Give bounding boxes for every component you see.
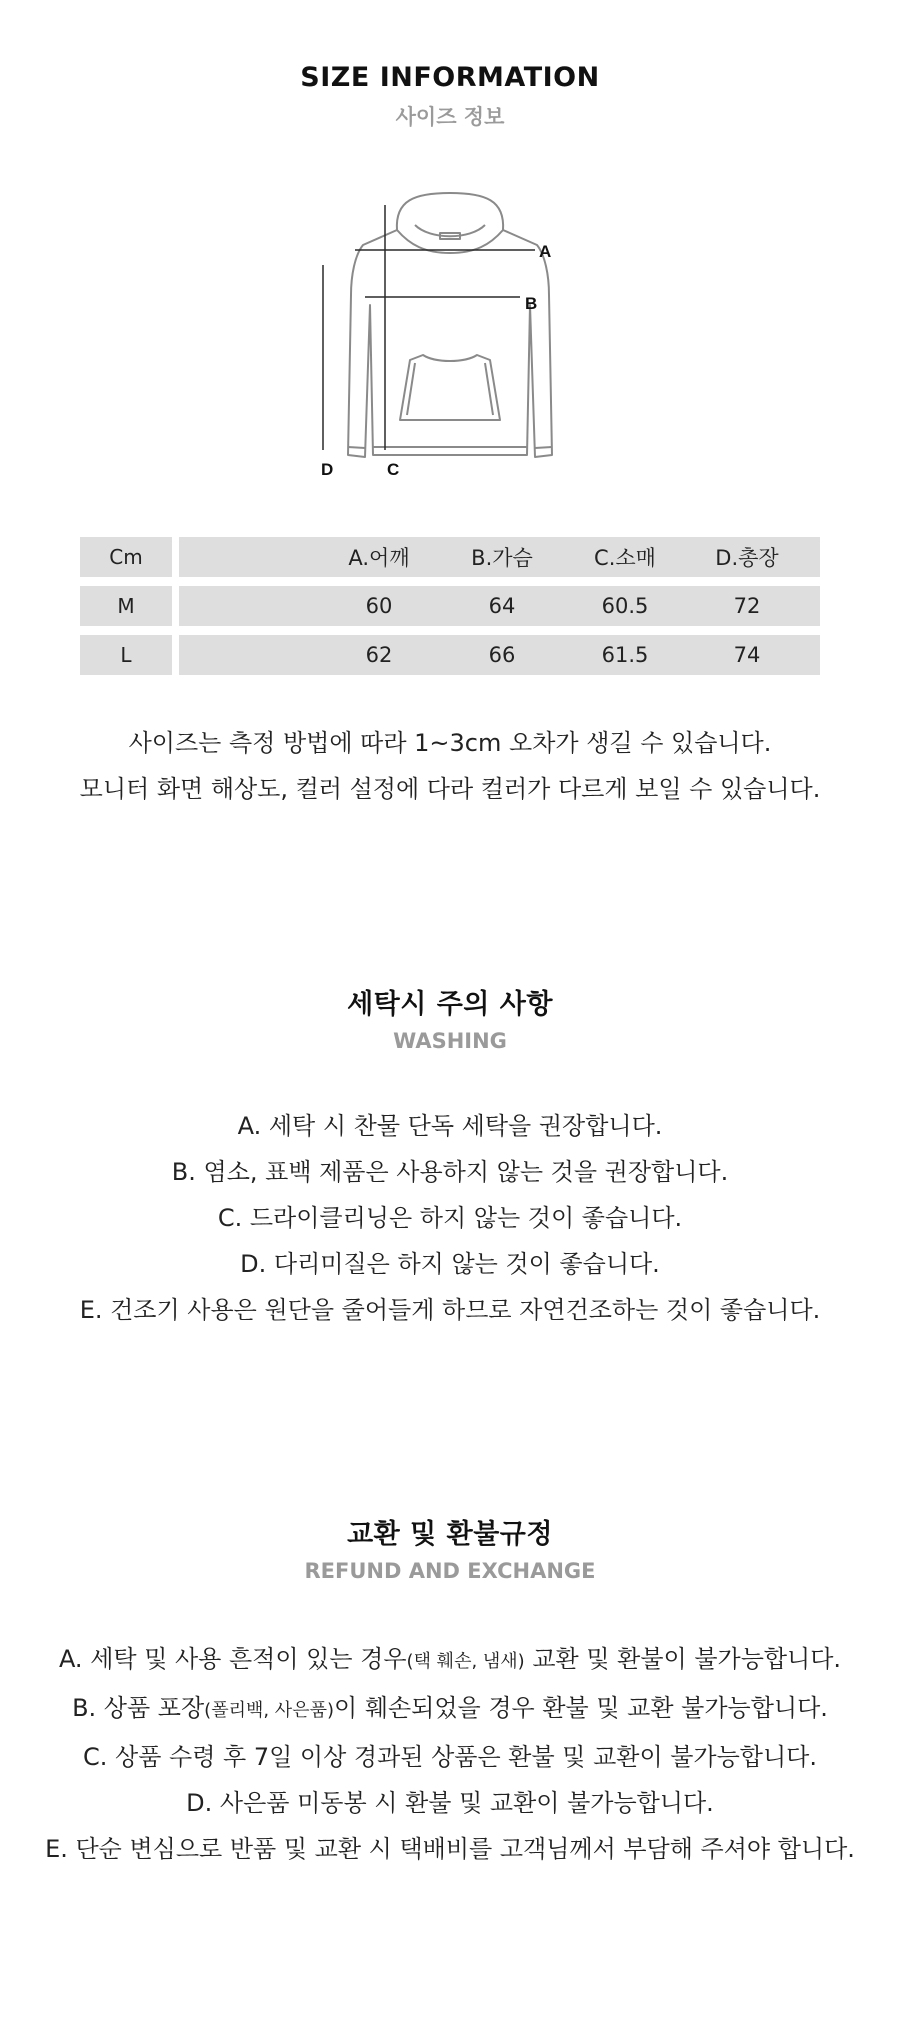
size-info-header	[0, 62, 900, 131]
label-b: B	[525, 294, 538, 313]
refund-item: E. 단순 변심으로 반품 및 교환 시 택배비를 고객님께서 부담해 주셔야 합니다.	[45, 1835, 855, 1863]
refund-subtitle: REFUND AND EXCHANGE	[304, 1559, 596, 1583]
washing-item: E. 건조기 사용은 원단을 줄어들게 하므로 자연건조하는 것이 좋습니다.	[79, 1296, 821, 1324]
size-table-header-row	[80, 537, 820, 577]
refund-list	[0, 1636, 900, 1872]
header-length: D.총장	[715, 546, 779, 570]
label-a: A	[539, 242, 552, 261]
value-shoulder: 60	[365, 594, 393, 618]
size-notes	[0, 720, 900, 812]
size-label: M	[80, 586, 172, 626]
header-chest: B.가슴	[471, 546, 533, 570]
value-length: 72	[733, 594, 761, 618]
refund-item: C. 상품 수령 후 7일 이상 경과된 상품은 환불 및 교환이 불가능합니다.	[83, 1743, 817, 1771]
washing-item: D. 다리미질은 하지 않는 것이 좋습니다.	[240, 1250, 660, 1278]
header-sleeve: C.소매	[594, 546, 656, 570]
value-chest: 66	[488, 643, 516, 667]
size-row-l	[80, 635, 820, 675]
refund-header	[0, 1512, 900, 1583]
refund-item: A. 세탁 및 사용 흔적이 있는 경우(택 훼손, 냄새) 교환 및 환불이 불가능합니다.	[58, 1645, 842, 1673]
value-shoulder: 62	[365, 643, 393, 667]
hoodie-measurement-diagram	[315, 185, 585, 485]
size-note: 사이즈는 측정 방법에 따라 1~3cm 오차가 생길 수 있습니다.	[128, 729, 772, 757]
size-label: L	[80, 635, 172, 675]
washing-title: 세탁시 주의 사항	[347, 989, 553, 1020]
size-row-m	[80, 586, 820, 626]
refund-item: B. 상품 포장(폴리백, 사은품)이 훼손되었을 경우 환불 및 교환 불가능합니다.	[72, 1694, 828, 1722]
refund-item: D. 사은품 미동봉 시 환불 및 교환이 불가능합니다.	[186, 1789, 714, 1817]
washing-item: A. 세탁 시 찬물 단독 세탁을 권장합니다.	[237, 1112, 663, 1140]
size-info-title: SIZE INFORMATION	[300, 62, 600, 93]
label-c: C	[387, 460, 400, 479]
size-note: 모니터 화면 해상도, 컬러 설정에 다라 컬러가 다르게 보일 수 있습니다.	[79, 775, 821, 803]
washing-item: C. 드라이클리닝은 하지 않는 것이 좋습니다.	[217, 1204, 683, 1232]
unit-cell: Cm	[80, 537, 172, 577]
label-d: D	[321, 460, 334, 479]
washing-subtitle: WASHING	[393, 1029, 507, 1053]
body-outline	[348, 230, 552, 457]
value-sleeve: 61.5	[601, 643, 649, 667]
washing-list	[0, 1103, 900, 1333]
value-chest: 64	[488, 594, 516, 618]
value-sleeve: 60.5	[601, 594, 649, 618]
refund-title: 교환 및 환불규정	[347, 1519, 553, 1550]
header-shoulder: A.어깨	[348, 546, 410, 570]
washing-item: B. 염소, 표백 제품은 사용하지 않는 것을 권장합니다.	[171, 1158, 729, 1186]
hood-outline	[397, 193, 503, 253]
value-length: 74	[733, 643, 761, 667]
size-table	[80, 537, 820, 684]
size-info-subtitle: 사이즈 정보	[395, 105, 505, 129]
washing-header	[0, 982, 900, 1053]
